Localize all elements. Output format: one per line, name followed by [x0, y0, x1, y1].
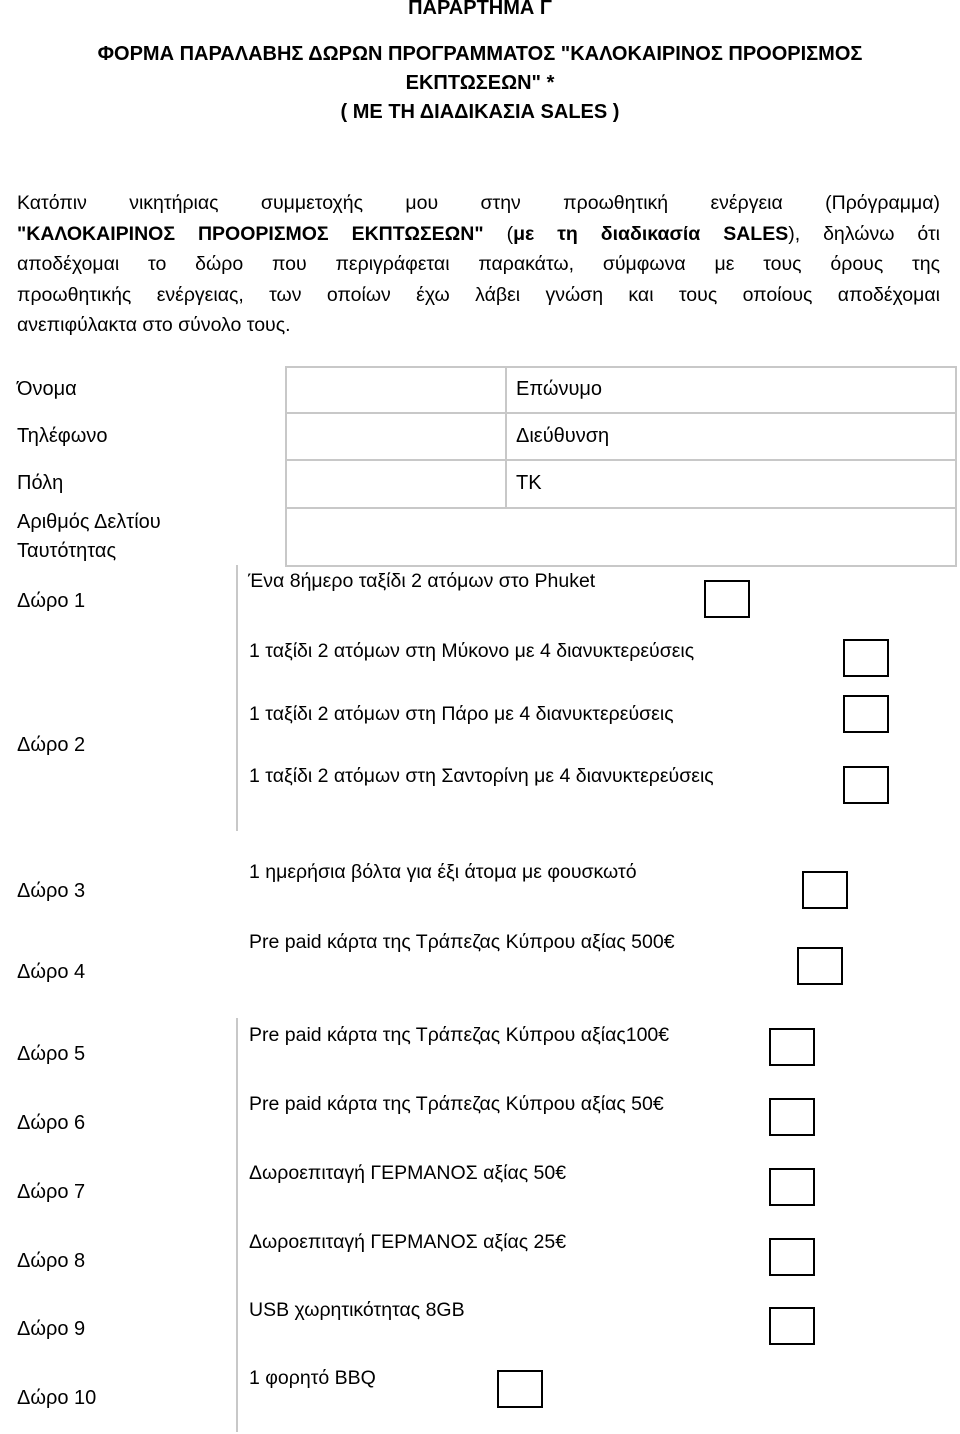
gift4-label: Δώρο 4: [17, 961, 86, 983]
gift2-santorini-checkbox[interactable]: [843, 766, 889, 804]
id-number-label-line1: Αριθμός Δελτίου: [17, 511, 161, 533]
gift1-checkbox[interactable]: [704, 580, 750, 618]
gift-column-divider: [236, 565, 238, 831]
gift9-label: Δώρο 9: [17, 1318, 86, 1340]
gift2-label: Δώρο 2: [17, 734, 86, 756]
gift3-option: 1 ημερήσια βόλτα για έξι άτομα με φουσκωτό: [249, 861, 637, 883]
last-name-field[interactable]: [508, 369, 954, 411]
phone-field[interactable]: [288, 415, 504, 458]
grid-line: [285, 366, 287, 567]
gift7-option: Δωροεπιταγή ΓΕΡΜΑΝΟΣ αξίας 50€: [249, 1162, 567, 1184]
gift5-label: Δώρο 5: [17, 1043, 86, 1065]
grid-line: [505, 366, 507, 507]
procedure-name: με τη διαδικασία SALES: [513, 222, 789, 245]
gift10-option: 1 φορητό BBQ: [249, 1367, 376, 1389]
gift2-option-santorini: 1 ταξίδι 2 ατόμων στη Σαντορίνη με 4 διανυκτερεύσεις: [249, 765, 714, 787]
grid-line: [955, 366, 957, 567]
address-label: Διεύθυνση: [516, 425, 610, 447]
gift-column-divider: [236, 1018, 238, 1432]
statement-line2: [17, 219, 940, 250]
gift6-option: Pre paid κάρτα της Τράπεζας Κύπρου αξίας 50€: [249, 1093, 664, 1115]
gift2-paros-checkbox[interactable]: [843, 695, 889, 733]
gift6-label: Δώρο 6: [17, 1112, 86, 1134]
gift1-option: Ένα 8ήμερο ταξίδι 2 ατόμων στο Phuket: [248, 570, 596, 592]
gift2-option-mykonos: 1 ταξίδι 2 ατόμων στη Μύκονο με 4 διανυκτερεύσεις: [249, 640, 695, 662]
statement-line4: προωθητικής ενέργειας, των οποίων έχω λάβει γνώση και τους οποίους αποδέχομαι: [17, 283, 940, 306]
gift9-option: USB χωρητικότητας 8GB: [249, 1299, 465, 1321]
gift7-label: Δώρο 7: [17, 1181, 86, 1203]
grid-line: [285, 565, 957, 567]
form-title-line3: ( ΜΕ ΤΗ ΔΙΑΔΙΚΑΣΙΑ SALES ): [340, 101, 620, 123]
first-name-label: Όνομα: [17, 378, 77, 400]
form-title-line1: ΦΟΡΜΑ ΠΑΡΑΛΑΒΗΣ ΔΩΡΩΝ ΠΡΟΓΡΑΜΜΑΤΟΣ "ΚΑΛΟΚΑΙΡΙΝΟΣ ΠΡΟΟΡΙΣΜΟΣ: [97, 43, 863, 65]
statement-line2-open: (: [483, 222, 514, 245]
statement-line1: Κατόπιν νικητήριας συμμετοχής μου στην προωθητική ενέργεια (Πρόγραμμα): [17, 192, 940, 214]
gift2-option-paros: 1 ταξίδι 2 ατόμων στη Πάρο με 4 διανυκτερεύσεις: [249, 703, 674, 725]
grid-line: [285, 366, 957, 368]
gift10-checkbox[interactable]: [497, 1370, 543, 1408]
gift4-checkbox[interactable]: [797, 947, 843, 985]
gift3-checkbox[interactable]: [802, 871, 848, 909]
gift8-checkbox[interactable]: [769, 1238, 815, 1276]
grid-line: [285, 412, 957, 414]
statement-line2-rest: ), δηλώνω ότι: [788, 222, 940, 245]
gift8-label: Δώρο 8: [17, 1250, 86, 1272]
gift3-label: Δώρο 3: [17, 880, 86, 902]
address-field[interactable]: [508, 415, 954, 458]
gift2-mykonos-checkbox[interactable]: [843, 639, 889, 677]
postal-code-field[interactable]: [508, 462, 954, 506]
grid-line: [285, 507, 957, 509]
grid-line: [285, 459, 957, 461]
gift6-checkbox[interactable]: [769, 1098, 815, 1136]
gift8-option: Δωροεπιταγή ΓΕΡΜΑΝΟΣ αξίας 25€: [249, 1231, 567, 1253]
gift5-checkbox[interactable]: [769, 1028, 815, 1066]
phone-label: Τηλέφωνο: [17, 425, 108, 447]
id-number-field[interactable]: [288, 510, 954, 564]
statement-paragraph: [17, 188, 940, 341]
form-title-line2: ΕΚΠΤΩΣΕΩΝ" *: [405, 72, 555, 94]
gift10-label: Δώρο 10: [17, 1387, 97, 1409]
gift1-label: Δώρο 1: [17, 590, 86, 612]
last-name-label: Επώνυμο: [516, 378, 603, 400]
gift9-checkbox[interactable]: [769, 1307, 815, 1345]
postal-code-label: ΤΚ: [516, 472, 542, 494]
id-number-label-line2: Ταυτότητας: [17, 540, 117, 562]
first-name-field[interactable]: [288, 369, 504, 411]
program-name: "ΚΑΛΟΚΑΙΡΙΝΟΣ ΠΡΟΟΡΙΣΜΟΣ ΕΚΠΤΩΣΕΩΝ": [17, 222, 484, 245]
statement-line5: ανεπιφύλακτα στο σύνολο τους.: [17, 314, 291, 336]
city-field[interactable]: [288, 462, 504, 506]
annex-title: ΠΑΡΑΡΤΗΜΑ Γ: [408, 0, 552, 19]
gift4-option: Pre paid κάρτα της Τράπεζας Κύπρου αξίας 500€: [249, 931, 675, 953]
gift5-option: Pre paid κάρτα της Τράπεζας Κύπρου αξίας100€: [249, 1024, 670, 1046]
statement-line3: αποδέχομαι το δώρο που περιγράφεται παρακάτω, σύμφωνα με τους όρους της: [17, 253, 940, 275]
gift7-checkbox[interactable]: [769, 1168, 815, 1206]
city-label: Πόλη: [17, 472, 64, 494]
